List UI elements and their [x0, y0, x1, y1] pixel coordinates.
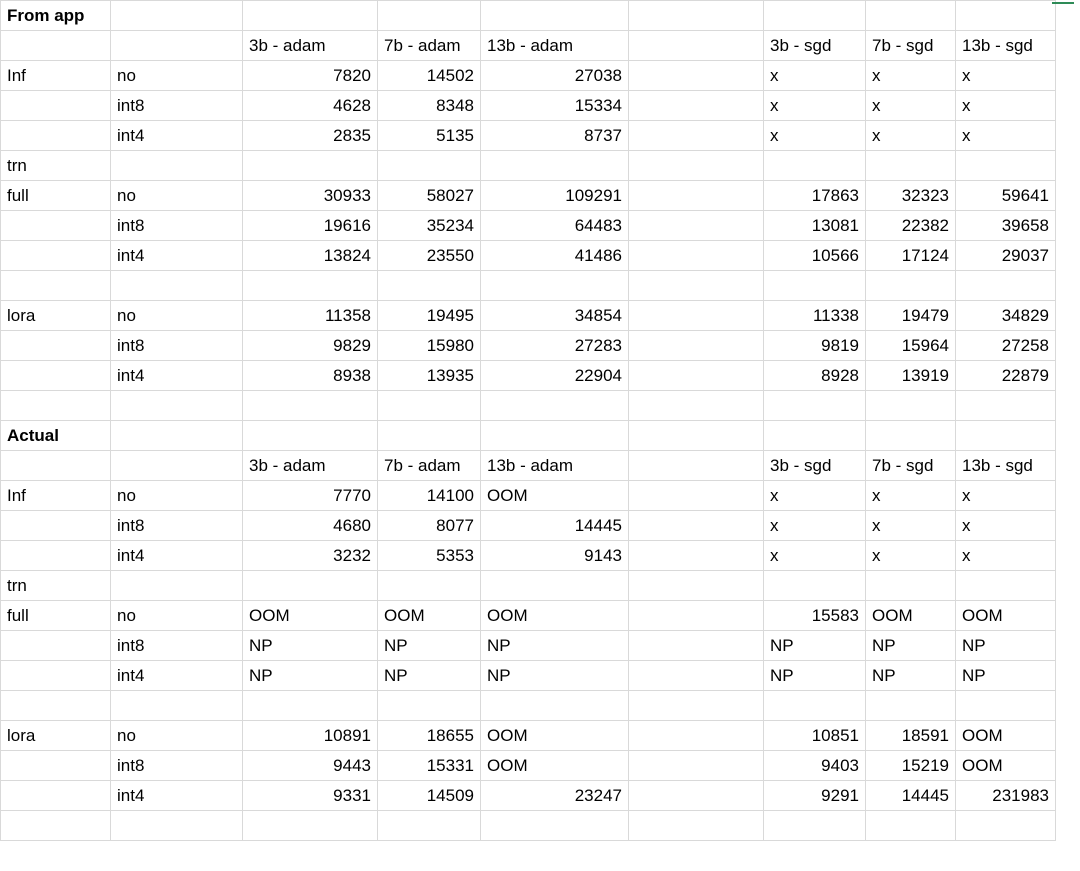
empty-cell[interactable]: [629, 811, 764, 841]
empty-cell[interactable]: [1, 661, 111, 691]
table-row: [1, 361, 1056, 391]
data-cell[interactable]: full: [1, 181, 111, 211]
data-cell[interactable]: x: [956, 91, 1056, 121]
data-cell[interactable]: x: [764, 121, 866, 151]
data-cell[interactable]: 17863: [764, 181, 866, 211]
table-row: [1, 721, 1056, 751]
column-header-cell[interactable]: 3b - sgd: [764, 31, 866, 61]
empty-cell[interactable]: [956, 571, 1056, 601]
empty-cell[interactable]: [866, 271, 956, 301]
section-title[interactable]: From app: [1, 1, 111, 31]
empty-cell[interactable]: [764, 421, 866, 451]
data-cell[interactable]: no: [111, 481, 243, 511]
empty-cell[interactable]: [1, 211, 111, 241]
table-row: [1, 631, 1056, 661]
data-cell[interactable]: 9291: [764, 781, 866, 811]
data-cell[interactable]: x: [956, 511, 1056, 541]
empty-cell[interactable]: [1, 631, 111, 661]
data-cell[interactable]: 29037: [956, 241, 1056, 271]
data-cell[interactable]: x: [764, 61, 866, 91]
data-cell[interactable]: 18591: [866, 721, 956, 751]
data-cell[interactable]: 19616: [243, 211, 378, 241]
data-cell[interactable]: full: [1, 601, 111, 631]
data-cell[interactable]: 58027: [378, 181, 481, 211]
data-cell[interactable]: 10851: [764, 721, 866, 751]
data-cell[interactable]: no: [111, 301, 243, 331]
empty-cell[interactable]: [243, 151, 378, 181]
table-row: [1, 241, 1056, 271]
data-cell[interactable]: 14445: [481, 511, 629, 541]
empty-cell[interactable]: [481, 151, 629, 181]
empty-cell[interactable]: [629, 151, 764, 181]
empty-cell[interactable]: [629, 31, 764, 61]
data-cell[interactable]: x: [956, 61, 1056, 91]
data-cell[interactable]: 15334: [481, 91, 629, 121]
empty-cell[interactable]: [378, 691, 481, 721]
empty-cell[interactable]: [866, 391, 956, 421]
data-cell[interactable]: x: [866, 481, 956, 511]
empty-cell[interactable]: [629, 241, 764, 271]
data-cell[interactable]: 5135: [378, 121, 481, 151]
data-cell[interactable]: 27038: [481, 61, 629, 91]
empty-cell[interactable]: [764, 1, 866, 31]
empty-cell[interactable]: [956, 271, 1056, 301]
empty-cell[interactable]: [243, 391, 378, 421]
empty-cell[interactable]: [866, 811, 956, 841]
empty-cell[interactable]: [378, 1, 481, 31]
empty-cell[interactable]: [1, 241, 111, 271]
data-cell[interactable]: int4: [111, 241, 243, 271]
data-cell[interactable]: 22382: [866, 211, 956, 241]
table-row: [1, 301, 1056, 331]
table-row: [1, 391, 1056, 421]
data-cell[interactable]: x: [956, 481, 1056, 511]
empty-cell[interactable]: [764, 691, 866, 721]
data-cell[interactable]: 9143: [481, 541, 629, 571]
data-cell[interactable]: 10891: [243, 721, 378, 751]
empty-cell[interactable]: [956, 391, 1056, 421]
empty-cell[interactable]: [629, 661, 764, 691]
data-cell[interactable]: int8: [111, 211, 243, 241]
data-cell[interactable]: NP: [956, 631, 1056, 661]
data-cell[interactable]: 27283: [481, 331, 629, 361]
data-cell[interactable]: 11338: [764, 301, 866, 331]
empty-cell[interactable]: [111, 1, 243, 31]
data-cell[interactable]: 7770: [243, 481, 378, 511]
empty-cell[interactable]: [481, 571, 629, 601]
empty-cell[interactable]: [629, 121, 764, 151]
column-header-cell[interactable]: 3b - adam: [243, 31, 378, 61]
data-cell[interactable]: 8348: [378, 91, 481, 121]
empty-cell[interactable]: [764, 151, 866, 181]
column-header-cell[interactable]: 13b - sgd: [956, 451, 1056, 481]
empty-cell[interactable]: [629, 391, 764, 421]
empty-cell[interactable]: [1, 31, 111, 61]
data-cell[interactable]: int8: [111, 511, 243, 541]
table-row: [1, 271, 1056, 301]
data-cell[interactable]: OOM: [481, 721, 629, 751]
data-cell[interactable]: 10566: [764, 241, 866, 271]
data-cell[interactable]: NP: [764, 631, 866, 661]
empty-cell[interactable]: [481, 1, 629, 31]
data-cell[interactable]: 14502: [378, 61, 481, 91]
table-row: [1, 121, 1056, 151]
data-cell[interactable]: int4: [111, 661, 243, 691]
table-row: [1, 541, 1056, 571]
data-cell[interactable]: 15583: [764, 601, 866, 631]
empty-cell[interactable]: [1, 391, 111, 421]
empty-cell[interactable]: [764, 391, 866, 421]
data-cell[interactable]: OOM: [481, 481, 629, 511]
data-cell[interactable]: 19495: [378, 301, 481, 331]
data-cell[interactable]: 4628: [243, 91, 378, 121]
data-cell[interactable]: OOM: [956, 721, 1056, 751]
data-cell[interactable]: x: [764, 541, 866, 571]
data-cell[interactable]: 7820: [243, 61, 378, 91]
column-header-cell[interactable]: 13b - adam: [481, 451, 629, 481]
empty-cell[interactable]: [629, 61, 764, 91]
section-title-row: [1, 421, 1056, 451]
data-cell[interactable]: x: [764, 481, 866, 511]
data-cell[interactable]: 27258: [956, 331, 1056, 361]
data-cell[interactable]: x: [866, 541, 956, 571]
empty-cell[interactable]: [956, 421, 1056, 451]
empty-cell[interactable]: [629, 511, 764, 541]
data-cell[interactable]: Inf: [1, 61, 111, 91]
data-cell[interactable]: trn: [1, 151, 111, 181]
table-row: [1, 811, 1056, 841]
data-cell[interactable]: 8938: [243, 361, 378, 391]
empty-cell[interactable]: [956, 151, 1056, 181]
empty-cell[interactable]: [629, 451, 764, 481]
table-row: [1, 181, 1056, 211]
empty-cell[interactable]: [866, 1, 956, 31]
data-cell[interactable]: 41486: [481, 241, 629, 271]
data-cell[interactable]: NP: [764, 661, 866, 691]
empty-cell[interactable]: [111, 271, 243, 301]
data-cell[interactable]: 35234: [378, 211, 481, 241]
empty-cell[interactable]: [629, 271, 764, 301]
empty-cell[interactable]: [111, 421, 243, 451]
data-cell[interactable]: x: [956, 541, 1056, 571]
empty-cell[interactable]: [243, 421, 378, 451]
empty-cell[interactable]: [629, 631, 764, 661]
column-header-cell[interactable]: 13b - sgd: [956, 31, 1056, 61]
section-title-row: [1, 1, 1056, 31]
data-cell[interactable]: 8928: [764, 361, 866, 391]
column-header-cell[interactable]: 7b - sgd: [866, 31, 956, 61]
data-cell[interactable]: 17124: [866, 241, 956, 271]
empty-cell[interactable]: [1, 361, 111, 391]
table-row: [1, 601, 1056, 631]
empty-cell[interactable]: [629, 331, 764, 361]
data-cell[interactable]: x: [764, 511, 866, 541]
empty-cell[interactable]: [243, 691, 378, 721]
empty-cell[interactable]: [629, 421, 764, 451]
empty-cell[interactable]: [111, 391, 243, 421]
data-cell[interactable]: no: [111, 181, 243, 211]
empty-cell[interactable]: [111, 811, 243, 841]
empty-cell[interactable]: [629, 481, 764, 511]
data-cell[interactable]: NP: [866, 631, 956, 661]
empty-cell[interactable]: [1, 121, 111, 151]
data-cell[interactable]: OOM: [378, 601, 481, 631]
table-row: [1, 781, 1056, 811]
data-cell[interactable]: x: [866, 61, 956, 91]
empty-cell[interactable]: [481, 691, 629, 721]
data-cell[interactable]: 9819: [764, 331, 866, 361]
data-cell[interactable]: NP: [956, 661, 1056, 691]
empty-cell[interactable]: [481, 391, 629, 421]
empty-cell[interactable]: [243, 571, 378, 601]
data-cell[interactable]: NP: [866, 661, 956, 691]
empty-cell[interactable]: [481, 271, 629, 301]
data-cell[interactable]: no: [111, 601, 243, 631]
data-cell[interactable]: 23550: [378, 241, 481, 271]
data-cell[interactable]: x: [866, 121, 956, 151]
empty-cell[interactable]: [378, 271, 481, 301]
data-cell[interactable]: NP: [378, 631, 481, 661]
data-cell[interactable]: int4: [111, 781, 243, 811]
data-cell[interactable]: no: [111, 721, 243, 751]
empty-cell[interactable]: [629, 301, 764, 331]
empty-cell[interactable]: [481, 421, 629, 451]
table-row: [1, 751, 1056, 781]
table-row: [1, 661, 1056, 691]
data-cell[interactable]: Inf: [1, 481, 111, 511]
data-cell[interactable]: no: [111, 61, 243, 91]
empty-cell[interactable]: [1, 541, 111, 571]
table-row: [1, 61, 1056, 91]
data-cell[interactable]: 13081: [764, 211, 866, 241]
data-cell[interactable]: 13824: [243, 241, 378, 271]
data-cell[interactable]: 11358: [243, 301, 378, 331]
empty-cell[interactable]: [764, 571, 866, 601]
empty-cell[interactable]: [1, 331, 111, 361]
empty-cell[interactable]: [866, 421, 956, 451]
table-row: [1, 691, 1056, 721]
data-cell[interactable]: 109291: [481, 181, 629, 211]
table-row: [1, 91, 1056, 121]
data-cell[interactable]: 18655: [378, 721, 481, 751]
empty-cell[interactable]: [866, 691, 956, 721]
data-cell[interactable]: x: [866, 511, 956, 541]
empty-cell[interactable]: [243, 811, 378, 841]
empty-cell[interactable]: [1, 271, 111, 301]
empty-cell[interactable]: [1, 811, 111, 841]
data-cell[interactable]: lora: [1, 301, 111, 331]
data-cell[interactable]: 22904: [481, 361, 629, 391]
empty-cell[interactable]: [243, 271, 378, 301]
empty-cell[interactable]: [111, 31, 243, 61]
empty-cell[interactable]: [629, 91, 764, 121]
data-cell[interactable]: 13935: [378, 361, 481, 391]
data-cell[interactable]: NP: [378, 661, 481, 691]
table-row: [1, 481, 1056, 511]
table-row: [1, 571, 1056, 601]
column-header-cell[interactable]: 3b - adam: [243, 451, 378, 481]
section-title[interactable]: Actual: [1, 421, 111, 451]
data-cell[interactable]: 14509: [378, 781, 481, 811]
data-cell[interactable]: int8: [111, 631, 243, 661]
data-cell[interactable]: 9331: [243, 781, 378, 811]
data-cell[interactable]: 64483: [481, 211, 629, 241]
data-cell[interactable]: NP: [481, 631, 629, 661]
empty-cell[interactable]: [111, 151, 243, 181]
data-cell[interactable]: 231983: [956, 781, 1056, 811]
empty-cell[interactable]: [378, 421, 481, 451]
empty-cell[interactable]: [629, 751, 764, 781]
column-header-row: [1, 31, 1056, 61]
data-cell[interactable]: NP: [481, 661, 629, 691]
table-row: [1, 151, 1056, 181]
data-cell[interactable]: 15980: [378, 331, 481, 361]
empty-cell[interactable]: [1, 781, 111, 811]
data-cell[interactable]: NP: [243, 631, 378, 661]
column-header-cell[interactable]: 7b - adam: [378, 31, 481, 61]
data-cell[interactable]: 5353: [378, 541, 481, 571]
data-cell[interactable]: int4: [111, 121, 243, 151]
data-cell[interactable]: 9443: [243, 751, 378, 781]
empty-cell[interactable]: [629, 541, 764, 571]
data-cell[interactable]: 14445: [866, 781, 956, 811]
empty-cell[interactable]: [243, 1, 378, 31]
empty-cell[interactable]: [629, 691, 764, 721]
data-cell[interactable]: 13919: [866, 361, 956, 391]
empty-cell[interactable]: [378, 571, 481, 601]
data-cell[interactable]: int8: [111, 751, 243, 781]
data-cell[interactable]: 9403: [764, 751, 866, 781]
data-cell[interactable]: 4680: [243, 511, 378, 541]
empty-cell[interactable]: [1, 451, 111, 481]
empty-cell[interactable]: [629, 1, 764, 31]
empty-cell[interactable]: [629, 571, 764, 601]
data-cell[interactable]: int4: [111, 541, 243, 571]
empty-cell[interactable]: [629, 781, 764, 811]
data-cell[interactable]: int8: [111, 331, 243, 361]
column-header-cell[interactable]: 13b - adam: [481, 31, 629, 61]
column-header-cell[interactable]: 3b - sgd: [764, 451, 866, 481]
data-cell[interactable]: int8: [111, 91, 243, 121]
data-cell[interactable]: x: [956, 121, 1056, 151]
column-header-cell[interactable]: 7b - adam: [378, 451, 481, 481]
empty-cell[interactable]: [1, 751, 111, 781]
empty-cell[interactable]: [629, 721, 764, 751]
data-cell[interactable]: 14100: [378, 481, 481, 511]
data-cell[interactable]: 39658: [956, 211, 1056, 241]
data-cell[interactable]: 15331: [378, 751, 481, 781]
empty-cell[interactable]: [956, 1, 1056, 31]
column-header-cell[interactable]: 7b - sgd: [866, 451, 956, 481]
table-row: [1, 211, 1056, 241]
data-cell[interactable]: OOM: [481, 751, 629, 781]
empty-cell[interactable]: [956, 691, 1056, 721]
data-cell[interactable]: 19479: [866, 301, 956, 331]
data-cell[interactable]: x: [764, 91, 866, 121]
empty-cell[interactable]: [378, 151, 481, 181]
empty-cell[interactable]: [1, 511, 111, 541]
data-cell[interactable]: 9829: [243, 331, 378, 361]
data-cell[interactable]: lora: [1, 721, 111, 751]
empty-cell[interactable]: [764, 811, 866, 841]
table-row: [1, 331, 1056, 361]
data-cell[interactable]: NP: [243, 661, 378, 691]
empty-cell[interactable]: [111, 691, 243, 721]
data-cell[interactable]: OOM: [866, 601, 956, 631]
data-cell[interactable]: trn: [1, 571, 111, 601]
empty-cell[interactable]: [764, 271, 866, 301]
data-cell[interactable]: int4: [111, 361, 243, 391]
data-cell[interactable]: OOM: [243, 601, 378, 631]
data-cell[interactable]: 3232: [243, 541, 378, 571]
empty-cell[interactable]: [378, 811, 481, 841]
data-cell[interactable]: 22879: [956, 361, 1056, 391]
scroll-indicator-line: [1052, 2, 1074, 4]
data-cell[interactable]: 8737: [481, 121, 629, 151]
data-cell[interactable]: OOM: [481, 601, 629, 631]
empty-cell[interactable]: [629, 601, 764, 631]
data-cell[interactable]: 23247: [481, 781, 629, 811]
table-row: [1, 511, 1056, 541]
data-cell[interactable]: 8077: [378, 511, 481, 541]
data-cell[interactable]: 32323: [866, 181, 956, 211]
empty-cell[interactable]: [481, 811, 629, 841]
empty-cell[interactable]: [629, 361, 764, 391]
data-cell[interactable]: 59641: [956, 181, 1056, 211]
data-cell[interactable]: 34829: [956, 301, 1056, 331]
empty-cell[interactable]: [111, 571, 243, 601]
empty-cell[interactable]: [1, 691, 111, 721]
empty-cell[interactable]: [866, 151, 956, 181]
empty-cell[interactable]: [629, 181, 764, 211]
column-header-row: [1, 451, 1056, 481]
data-cell[interactable]: 2835: [243, 121, 378, 151]
data-cell[interactable]: 30933: [243, 181, 378, 211]
empty-cell[interactable]: [378, 391, 481, 421]
data-cell[interactable]: OOM: [956, 601, 1056, 631]
empty-cell[interactable]: [866, 571, 956, 601]
data-cell[interactable]: 34854: [481, 301, 629, 331]
empty-cell[interactable]: [956, 811, 1056, 841]
empty-cell[interactable]: [111, 451, 243, 481]
data-cell[interactable]: x: [866, 91, 956, 121]
empty-cell[interactable]: [629, 211, 764, 241]
data-cell[interactable]: OOM: [956, 751, 1056, 781]
data-cell[interactable]: 15964: [866, 331, 956, 361]
data-cell[interactable]: 15219: [866, 751, 956, 781]
empty-cell[interactable]: [1, 91, 111, 121]
